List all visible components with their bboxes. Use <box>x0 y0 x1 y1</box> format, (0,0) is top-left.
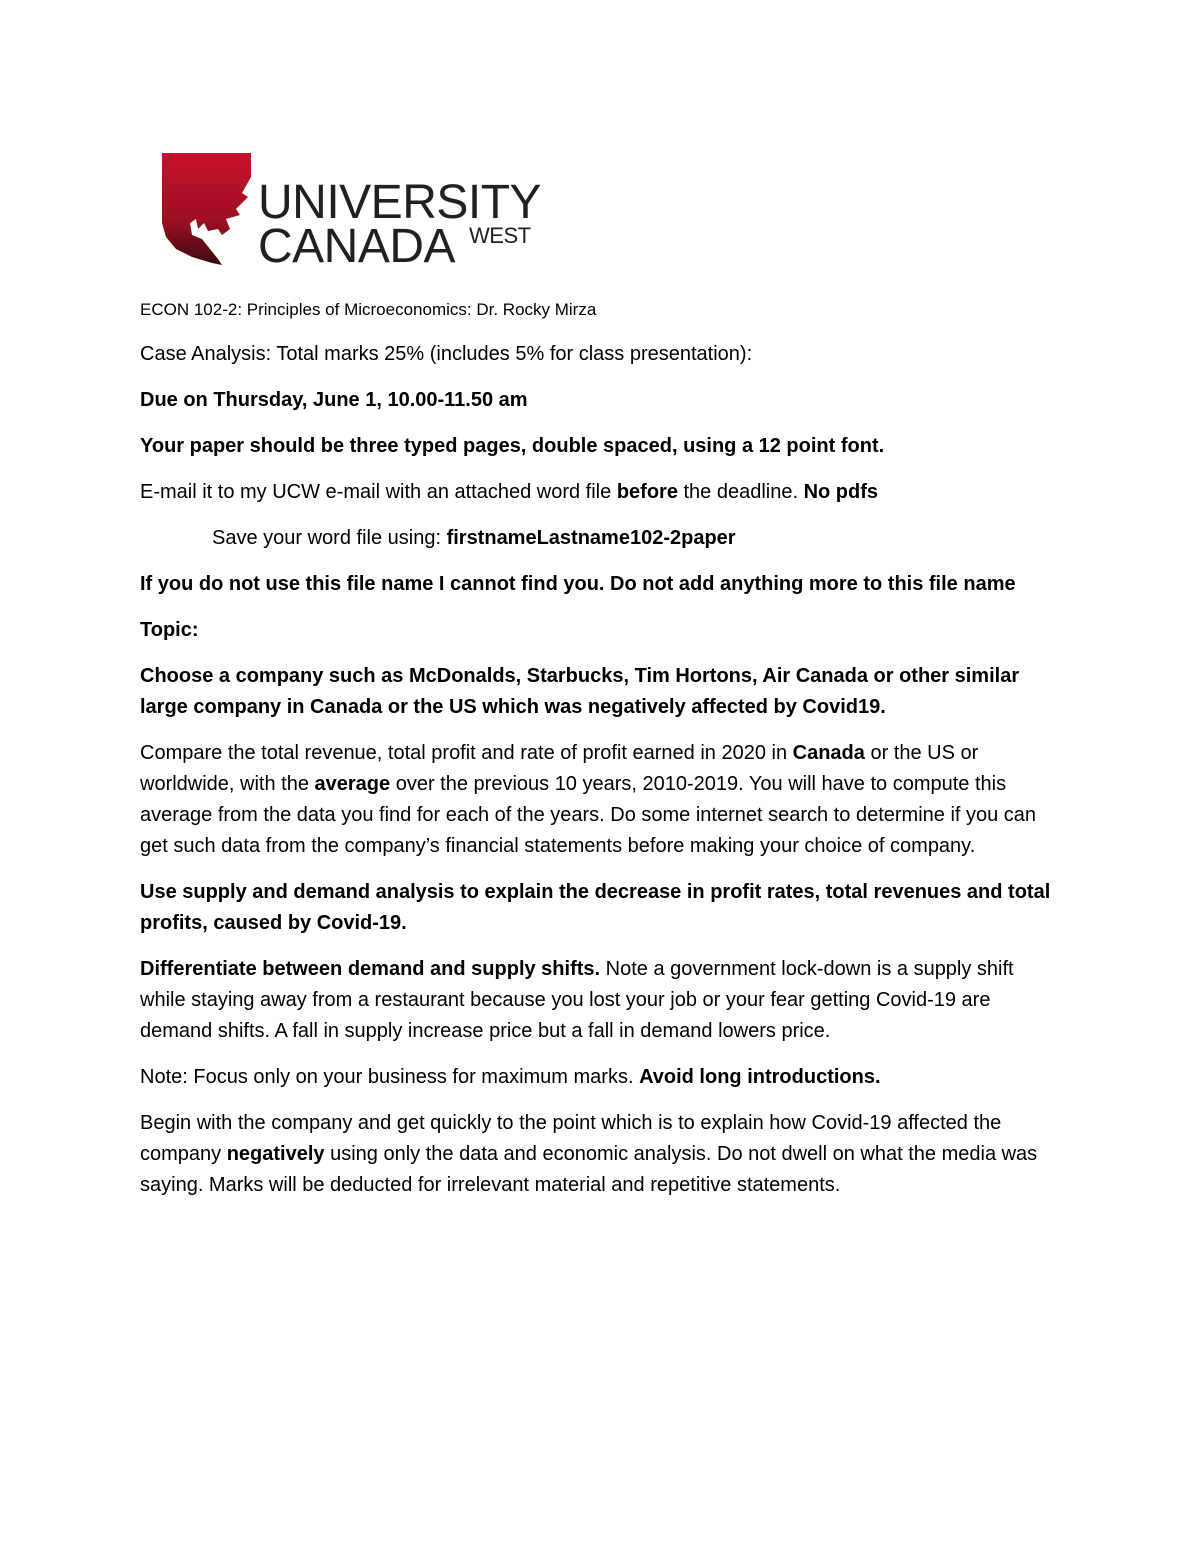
case-analysis-line: Case Analysis: Total marks 25% (includes 5% for class presentation): <box>140 343 753 365</box>
logo-line-university: UNIVERSITY <box>258 176 542 229</box>
maple-leaf-logo-icon <box>162 153 254 268</box>
compare-text-canada: Canada <box>792 742 865 764</box>
filename-warning <box>140 569 1060 600</box>
course-title: ECON 102-2: Principles of Microeconomics: Dr. Rocky Mirza <box>140 300 597 319</box>
begin-text-c: using only the data and economic analysis. Do not dwell on what the media was saying. Marks will be deducted for irrelevant material and repetitive statements. <box>140 1143 1038 1196</box>
email-text-before: before <box>616 481 678 503</box>
email-text-c: the deadline. <box>677 481 804 503</box>
begin-text-a: Begin with the company and get quickly to the point which is to explain how Covid-19 affected the company <box>140 1112 1002 1165</box>
logo-line-canada: CANADA <box>258 220 456 273</box>
supply-demand-text: Use supply and demand analysis to explain the decrease in profit rates, total revenues and total profits, caused by Covid-19. <box>140 881 1051 934</box>
paper-length-line <box>140 431 1060 462</box>
begin-text-negatively: negatively <box>226 1143 325 1165</box>
compare-text-c: or the US or worldwide, with the <box>140 742 979 795</box>
document-body <box>140 296 1060 1216</box>
save-text-a: Save your word file using: <box>212 527 447 549</box>
differentiate-paragraph <box>140 954 1060 1047</box>
save-filename: firstnameLastname102-2paper <box>446 527 736 549</box>
email-text-a: E-mail it to my UCW e-mail with an attached word file <box>140 481 617 503</box>
note-paragraph <box>140 1062 1060 1093</box>
due-date-text: Due on Thursday, June 1, 10.00-11.50 am <box>140 389 528 411</box>
note-text-a: Note: Focus only on your business for maximum marks. <box>140 1066 640 1088</box>
choose-company-paragraph <box>140 661 1060 723</box>
compare-text-e: over the previous 10 years, 2010-2019. You will have to compute this average from the data you find for each of the years. Do some internet search to determine if you can get such data from the company’s financial statements before making your choice of company. <box>140 773 1037 857</box>
compare-text-a: Compare the total revenue, total profit and rate of profit earned in 2020 in <box>140 742 793 764</box>
paper-length-text: Your paper should be three typed pages, double spaced, using a 12 point font. <box>140 435 885 457</box>
save-file-instructions <box>140 523 1060 554</box>
filename-warning-text: If you do not use this file name I cannot find you. Do not add anything more to this file name <box>140 573 1016 595</box>
differentiate-text-b: Note a government lock-down is a supply shift while staying away from a restaurant because you lost your job or your fear getting Covid-19 are demand shifts. A fall in supply increase price but a fall in demand lowers price. <box>140 958 1014 1042</box>
topic-heading <box>140 615 1060 646</box>
logo-line-west: WEST <box>469 223 531 248</box>
note-text-b: Avoid long introductions. <box>639 1066 881 1088</box>
compare-paragraph <box>140 738 1060 862</box>
supply-demand-paragraph <box>140 877 1060 939</box>
due-date-line <box>140 385 1060 416</box>
choose-company-text: Choose a company such as McDonalds, Starbucks, Tim Hortons, Air Canada or other similar large company in Canada or the US which was negatively affected by Covid19. <box>140 665 1020 718</box>
email-text-no-pdfs: No pdfs <box>803 481 879 503</box>
differentiate-text-a: Differentiate between demand and supply shifts. <box>140 958 601 980</box>
university-logo <box>162 153 562 273</box>
email-instructions <box>140 477 1060 508</box>
compare-text-average: average <box>314 773 391 795</box>
topic-heading-text: Topic: <box>140 619 199 641</box>
begin-paragraph <box>140 1108 1060 1201</box>
